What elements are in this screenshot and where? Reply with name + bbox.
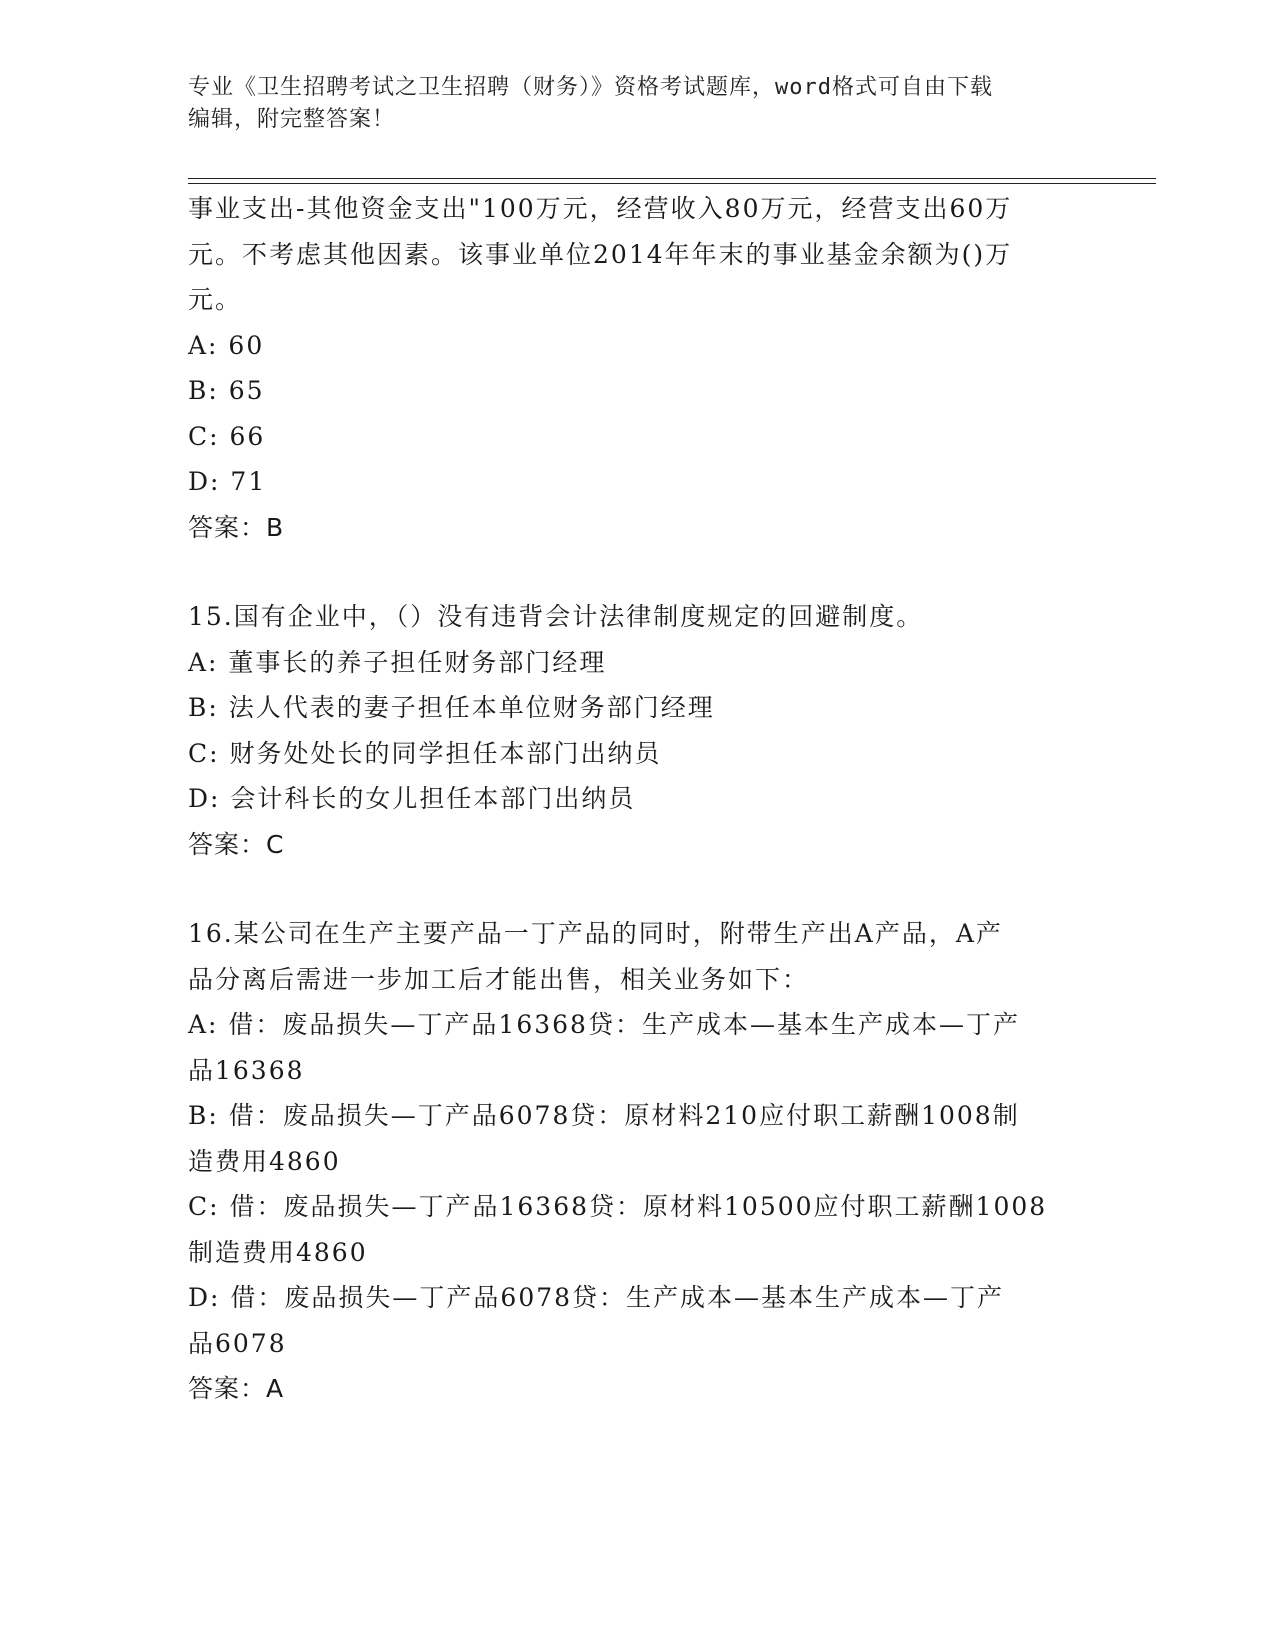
option-b: B: 65 <box>188 376 265 405</box>
question-stem-line: 事业支出-其他资金支出"100万元，经营收入80万元，经营支出60万 <box>188 194 1013 223</box>
header-line-1: 专业《卫生招聘考试之卫生招聘（财务）》资格考试题库，word格式可自由下载 <box>188 75 993 100</box>
document-header <box>188 72 1068 136</box>
header-divider-bottom <box>188 183 1156 184</box>
option-b: B: 法人代表的妻子担任本单位财务部门经理 <box>188 693 715 722</box>
question-stem-line: 元。 <box>188 285 243 314</box>
option-a: A: 60 <box>188 330 265 360</box>
question-stem-line: 品分离后需进一步加工后才能出售，相关业务如下： <box>188 964 810 994</box>
question-stem-line: 元。不考虑其他因素。该事业单位2014年年末的事业基金余额为()万 <box>188 239 1013 269</box>
option-c: C: 66 <box>188 421 266 451</box>
question-14 <box>188 186 1088 550</box>
question-stem-line: 15.国有企业中，（）没有违背会计法律制度规定的回避制度。 <box>188 602 924 631</box>
answer: 答案：B <box>188 512 285 542</box>
option-c-continued: 制造费用4860 <box>188 1237 368 1267</box>
option-a: A: 借：废品损失—丁产品16368贷：生产成本—基本生产成本—丁产 <box>188 1010 1020 1039</box>
option-a: A: 董事长的养子担任财务部门经理 <box>188 647 607 677</box>
option-b: B: 借：废品损失—丁产品6078贷：原材料210应付职工薪酬1008制 <box>188 1101 1020 1130</box>
spacer <box>188 867 1088 911</box>
option-a-continued: 品16368 <box>188 1055 305 1085</box>
question-16 <box>188 911 1088 1412</box>
header-line-2: 编辑，附完整答案！ <box>188 107 396 132</box>
document-body <box>188 186 1088 1412</box>
option-d: D: 71 <box>188 467 267 496</box>
question-stem-line: 16.某公司在生产主要产品一丁产品的同时，附带生产出A产品，A产 <box>188 919 1003 948</box>
answer: 答案：A <box>188 1374 285 1403</box>
option-d-continued: 品6078 <box>188 1328 287 1358</box>
question-15 <box>188 594 1088 867</box>
header-divider-top <box>188 178 1156 179</box>
option-d: D: 会计科长的女儿担任本部门出纳员 <box>188 784 636 813</box>
option-c: C: 借：废品损失—丁产品16368贷：原材料10500应付职工薪酬1008 <box>188 1192 1048 1221</box>
spacer <box>188 550 1088 594</box>
option-d: D: 借：废品损失—丁产品6078贷：生产成本—基本生产成本—丁产 <box>188 1283 1005 1312</box>
option-b-continued: 造费用4860 <box>188 1146 341 1176</box>
answer: 答案：C <box>188 829 285 859</box>
option-c: C: 财务处处长的同学担任本部门出纳员 <box>188 738 662 768</box>
